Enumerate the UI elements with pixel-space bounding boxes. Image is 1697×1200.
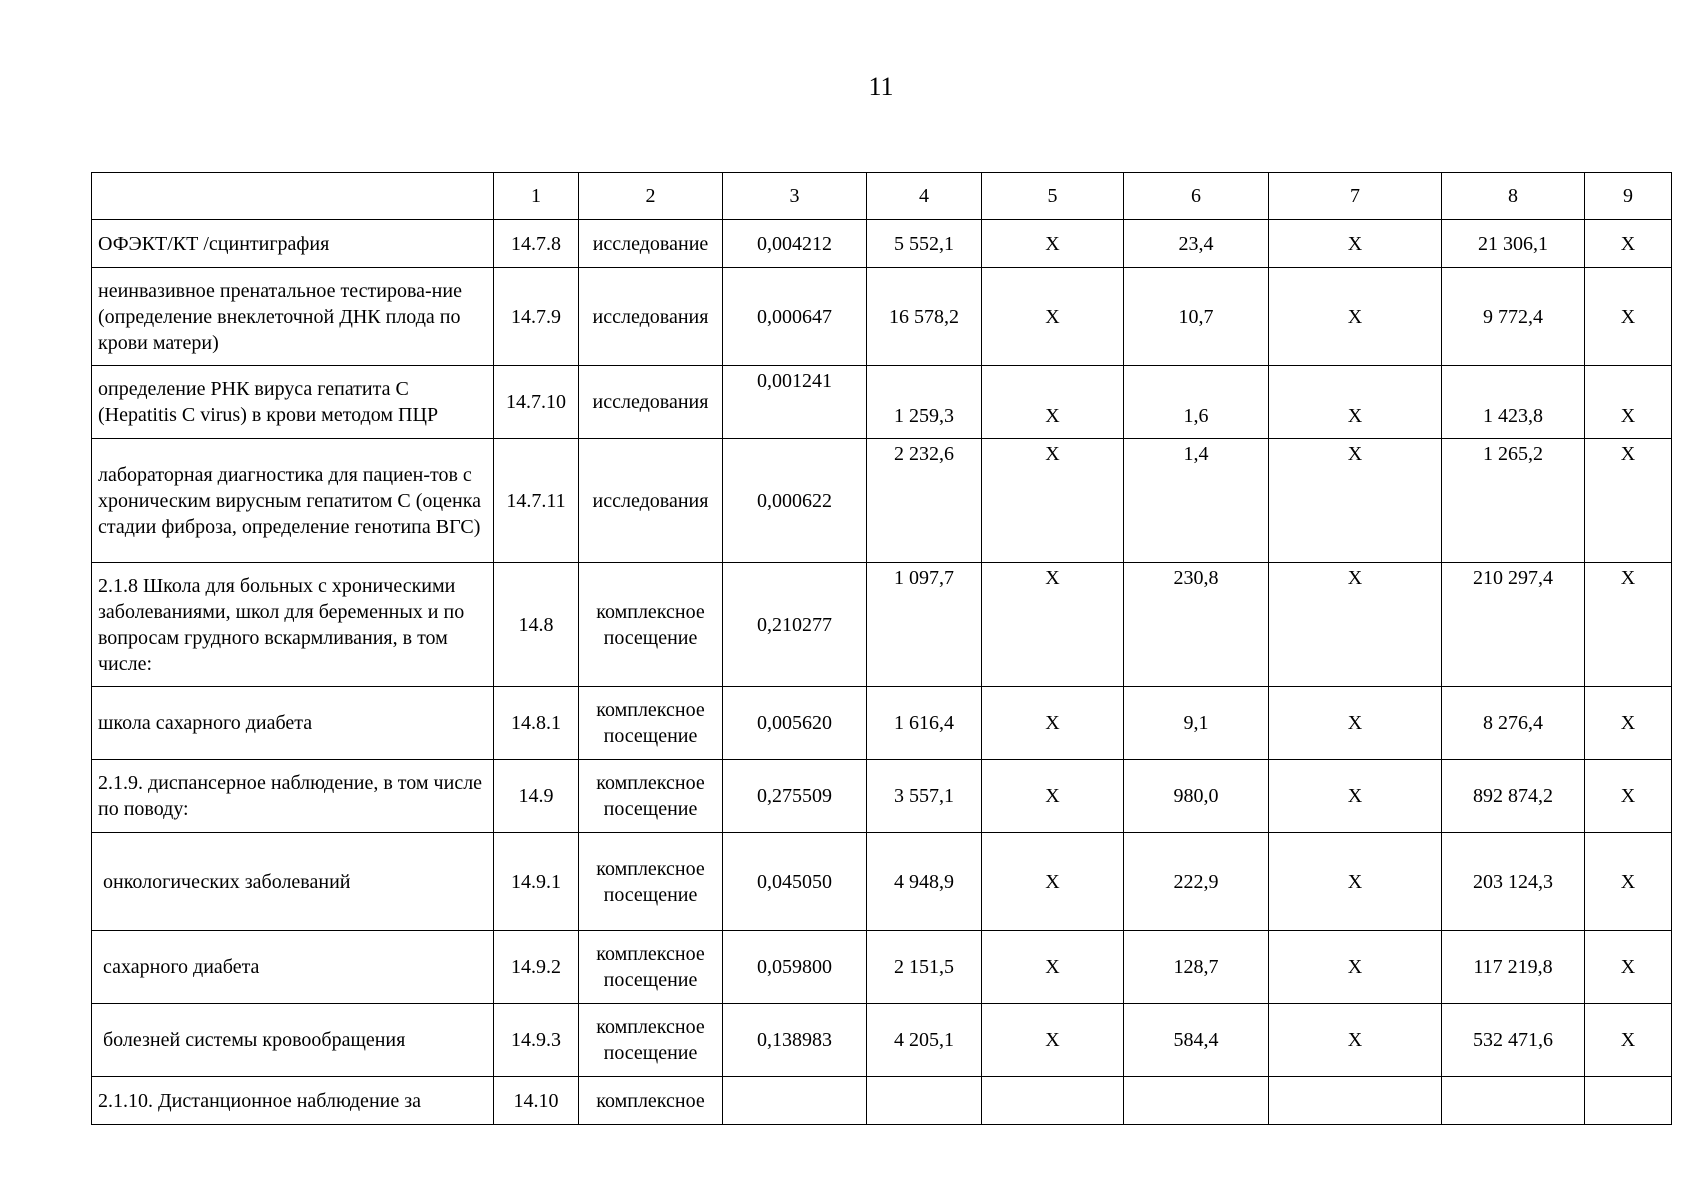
row-col6: 584,4 bbox=[1124, 1004, 1269, 1077]
header-cell: 4 bbox=[867, 173, 982, 220]
row-code: 14.7.8 bbox=[494, 220, 579, 268]
row-name: болезней системы кровообращения bbox=[92, 1004, 494, 1077]
row-unit: исследования bbox=[579, 268, 723, 366]
row-col9: Х bbox=[1585, 439, 1672, 563]
row-unit: комплексное посещение bbox=[579, 760, 723, 833]
row-col3 bbox=[723, 1077, 867, 1125]
row-col9: Х bbox=[1585, 220, 1672, 268]
row-unit: исследование bbox=[579, 220, 723, 268]
row-col7: Х bbox=[1269, 366, 1442, 439]
table-row bbox=[92, 366, 1672, 439]
row-code: 14.8.1 bbox=[494, 687, 579, 760]
row-unit: комплексное посещение bbox=[579, 687, 723, 760]
row-col5: Х bbox=[982, 760, 1124, 833]
row-col3: 0,000622 bbox=[723, 439, 867, 563]
table-row bbox=[92, 1004, 1672, 1077]
table-row bbox=[92, 760, 1672, 833]
row-col7: Х bbox=[1269, 220, 1442, 268]
row-col3: 0,001241 bbox=[723, 366, 867, 439]
row-col4 bbox=[867, 1077, 982, 1125]
row-col7: Х bbox=[1269, 563, 1442, 687]
row-col8: 1 265,2 bbox=[1442, 439, 1585, 563]
row-col7: Х bbox=[1269, 439, 1442, 563]
row-col4: 1 097,7 bbox=[867, 563, 982, 687]
row-col9: Х bbox=[1585, 1004, 1672, 1077]
row-col6: 10,7 bbox=[1124, 268, 1269, 366]
row-col4: 4 948,9 bbox=[867, 833, 982, 931]
row-col6: 128,7 bbox=[1124, 931, 1269, 1004]
row-col3: 0,000647 bbox=[723, 268, 867, 366]
table-row bbox=[92, 268, 1672, 366]
row-unit: комплексное bbox=[579, 1077, 723, 1125]
row-name: 2.1.8 Школа для больных с хроническими заболеваниями, школ для беременных и по вопросам грудного вскармливания, в том числе: bbox=[92, 563, 494, 687]
header-cell: 8 bbox=[1442, 173, 1585, 220]
row-name: неинвазивное пренатальное тестирова-ние (определение внеклеточной ДНК плода по крови матери) bbox=[92, 268, 494, 366]
row-col9: Х bbox=[1585, 268, 1672, 366]
row-col9: Х bbox=[1585, 366, 1672, 439]
tariff-table bbox=[91, 172, 1672, 1125]
row-col3: 0,045050 bbox=[723, 833, 867, 931]
row-col5: Х bbox=[982, 366, 1124, 439]
header-cell: 1 bbox=[494, 173, 579, 220]
row-col6: 9,1 bbox=[1124, 687, 1269, 760]
table-row bbox=[92, 687, 1672, 760]
row-unit: комплексное посещение bbox=[579, 563, 723, 687]
row-code: 14.7.11 bbox=[494, 439, 579, 563]
header-cell: 5 bbox=[982, 173, 1124, 220]
row-col4: 5 552,1 bbox=[867, 220, 982, 268]
row-code: 14.9.1 bbox=[494, 833, 579, 931]
header-cell: 7 bbox=[1269, 173, 1442, 220]
row-col5: Х bbox=[982, 563, 1124, 687]
row-col4: 2 232,6 bbox=[867, 439, 982, 563]
row-col5: Х bbox=[982, 687, 1124, 760]
row-col8: 9 772,4 bbox=[1442, 268, 1585, 366]
row-col9: Х bbox=[1585, 931, 1672, 1004]
row-col5: Х bbox=[982, 220, 1124, 268]
row-col6: 230,8 bbox=[1124, 563, 1269, 687]
row-col3: 0,210277 bbox=[723, 563, 867, 687]
row-col3: 0,138983 bbox=[723, 1004, 867, 1077]
row-col8: 532 471,6 bbox=[1442, 1004, 1585, 1077]
row-unit: комплексное посещение bbox=[579, 1004, 723, 1077]
row-code: 14.7.9 bbox=[494, 268, 579, 366]
row-col9: Х bbox=[1585, 760, 1672, 833]
row-col6 bbox=[1124, 1077, 1269, 1125]
row-col3: 0,275509 bbox=[723, 760, 867, 833]
row-col5: Х bbox=[982, 1004, 1124, 1077]
row-col9 bbox=[1585, 1077, 1672, 1125]
row-col5: Х bbox=[982, 439, 1124, 563]
row-col7: Х bbox=[1269, 687, 1442, 760]
row-name: онкологических заболеваний bbox=[92, 833, 494, 931]
row-code: 14.10 bbox=[494, 1077, 579, 1125]
row-col4: 1 259,3 bbox=[867, 366, 982, 439]
row-code: 14.9.2 bbox=[494, 931, 579, 1004]
row-col6: 23,4 bbox=[1124, 220, 1269, 268]
row-name: 2.1.10. Дистанционное наблюдение за bbox=[92, 1077, 494, 1125]
row-col8: 210 297,4 bbox=[1442, 563, 1585, 687]
row-col7: Х bbox=[1269, 1004, 1442, 1077]
row-code: 14.9.3 bbox=[494, 1004, 579, 1077]
row-unit: исследования bbox=[579, 439, 723, 563]
row-col6: 222,9 bbox=[1124, 833, 1269, 931]
row-col4: 2 151,5 bbox=[867, 931, 982, 1004]
row-col3: 0,005620 bbox=[723, 687, 867, 760]
row-name: сахарного диабета bbox=[92, 931, 494, 1004]
header-cell: 2 bbox=[579, 173, 723, 220]
row-code: 14.7.10 bbox=[494, 366, 579, 439]
row-name: 2.1.9. диспансерное наблюдение, в том числе по поводу: bbox=[92, 760, 494, 833]
row-name: определение РНК вируса гепатита С (Hepatitis C virus) в крови методом ПЦР bbox=[92, 366, 494, 439]
row-name: лабораторная диагностика для пациен-тов с хроническим вирусным гепатитом С (оценка стадии фиброза, определение генотипа ВГС) bbox=[92, 439, 494, 563]
row-col4: 1 616,4 bbox=[867, 687, 982, 760]
row-col7: Х bbox=[1269, 268, 1442, 366]
header-cell bbox=[92, 173, 494, 220]
table-row bbox=[92, 563, 1672, 687]
row-col8: 21 306,1 bbox=[1442, 220, 1585, 268]
row-col4: 16 578,2 bbox=[867, 268, 982, 366]
row-col9: Х bbox=[1585, 833, 1672, 931]
table-row bbox=[92, 931, 1672, 1004]
row-col8: 8 276,4 bbox=[1442, 687, 1585, 760]
row-col3: 0,004212 bbox=[723, 220, 867, 268]
row-code: 14.9 bbox=[494, 760, 579, 833]
row-col7: Х bbox=[1269, 760, 1442, 833]
header-cell: 9 bbox=[1585, 173, 1672, 220]
row-col4: 3 557,1 bbox=[867, 760, 982, 833]
row-col9: Х bbox=[1585, 687, 1672, 760]
row-col6: 1,4 bbox=[1124, 439, 1269, 563]
table-row bbox=[92, 1077, 1672, 1125]
header-cell: 3 bbox=[723, 173, 867, 220]
row-unit: комплексное посещение bbox=[579, 833, 723, 931]
row-col5: Х bbox=[982, 833, 1124, 931]
row-unit: комплексное посещение bbox=[579, 931, 723, 1004]
row-col6: 980,0 bbox=[1124, 760, 1269, 833]
row-name: школа сахарного диабета bbox=[92, 687, 494, 760]
row-col7 bbox=[1269, 1077, 1442, 1125]
row-col3: 0,059800 bbox=[723, 931, 867, 1004]
row-col5: Х bbox=[982, 268, 1124, 366]
row-col8: 203 124,3 bbox=[1442, 833, 1585, 931]
row-unit: исследования bbox=[579, 366, 723, 439]
table-row bbox=[92, 220, 1672, 268]
header-cell: 6 bbox=[1124, 173, 1269, 220]
row-col6: 1,6 bbox=[1124, 366, 1269, 439]
row-col9: Х bbox=[1585, 563, 1672, 687]
table-row bbox=[92, 833, 1672, 931]
row-name: ОФЭКТ/КТ /сцинтиграфия bbox=[92, 220, 494, 268]
table-header-row bbox=[92, 173, 1672, 220]
row-col5: Х bbox=[982, 931, 1124, 1004]
row-col8: 892 874,2 bbox=[1442, 760, 1585, 833]
table-row bbox=[92, 439, 1672, 563]
row-col7: Х bbox=[1269, 931, 1442, 1004]
row-col8: 1 423,8 bbox=[1442, 366, 1585, 439]
row-code: 14.8 bbox=[494, 563, 579, 687]
row-col8 bbox=[1442, 1077, 1585, 1125]
row-col4: 4 205,1 bbox=[867, 1004, 982, 1077]
page-number: 11 bbox=[868, 72, 894, 101]
row-col5 bbox=[982, 1077, 1124, 1125]
row-col8: 117 219,8 bbox=[1442, 931, 1585, 1004]
row-col7: Х bbox=[1269, 833, 1442, 931]
